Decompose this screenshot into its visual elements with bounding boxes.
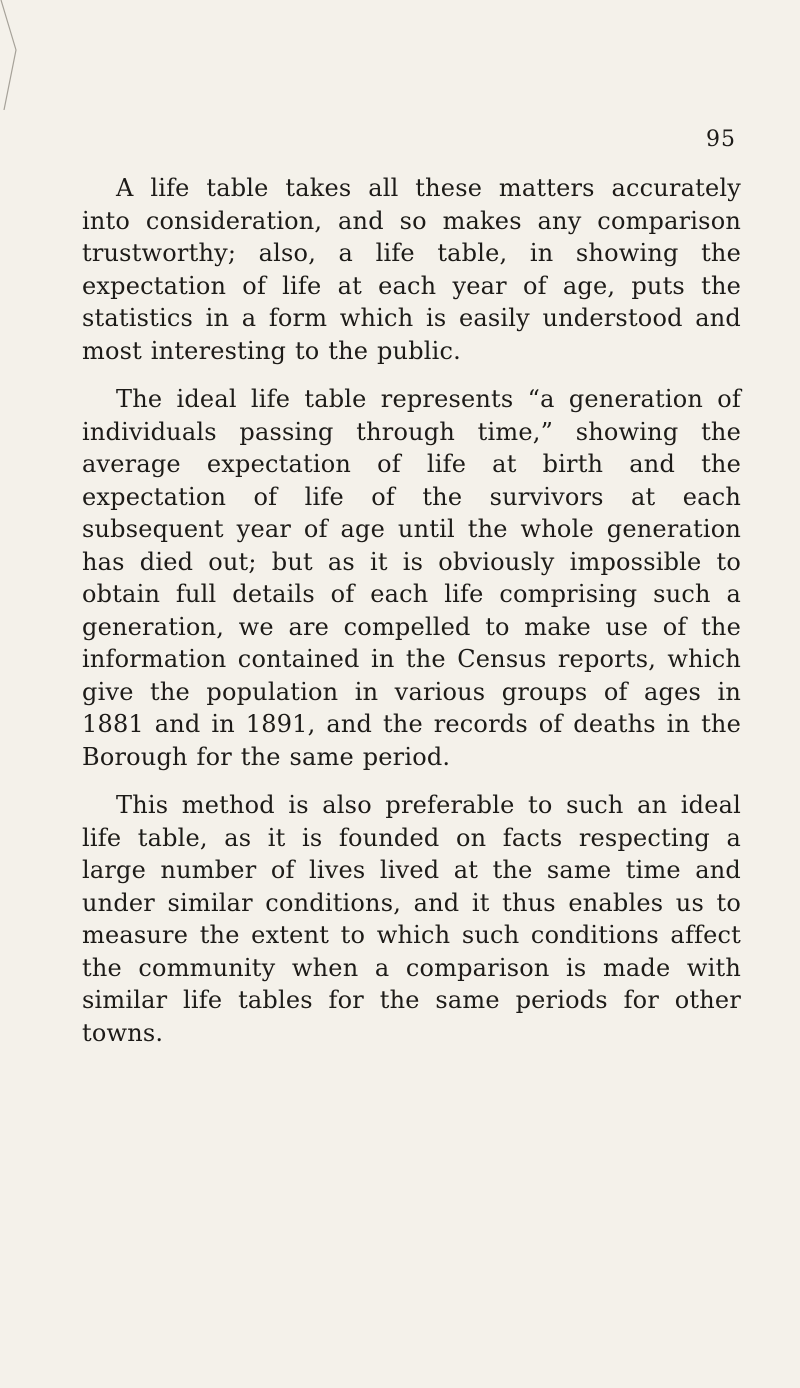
page-number: 95 <box>706 127 736 152</box>
body-text <box>82 172 741 1065</box>
paragraph-ideal-life-table: The ideal life table represents “a generation of individuals passing through time,” showing the average expectation of life at birth and the expectation of life of the survivors at each subsequent year of age until the whole generation has died out; but as it is obviously impossible to obtain full details of each life comprising such a generation, we are compelled to make use of the information contained in the Census reports, which give the population in various groups of ages in 1881 and in 1891, and the records of deaths in the Borough for the same period. <box>82 385 741 771</box>
binding-edge-mark <box>0 0 40 110</box>
paragraph-life-table-consideration: A life table takes all these matters accurately into consideration, and so makes any comparison trustworthy; also, a life table, in showing the expectation of life at each year of age, puts the statistics in a form which is easily understood and most interesting to the public. <box>82 174 741 365</box>
paragraph-method-preferable: This method is also preferable to such an ideal life table, as it is founded on facts respecting a large number of lives lived at the same time and under similar conditions, and it thus enables us to measure the extent to which such conditions affect the community when a comparison is made with similar life tables for the same periods for other towns. <box>82 791 741 1047</box>
